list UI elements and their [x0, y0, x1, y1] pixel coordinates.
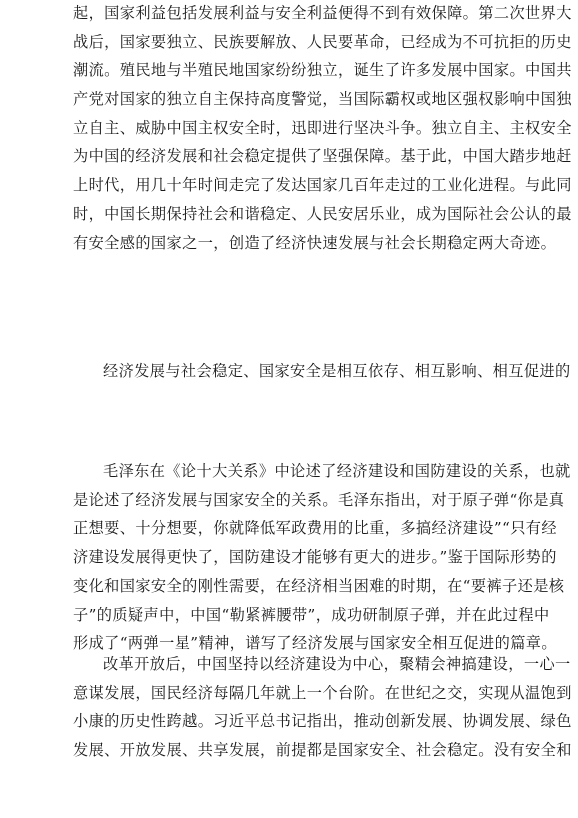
paragraph-3-line-1: 改革开放后，中国坚持以经济建设为中心，聚精会神搞建设，一心一 [103, 655, 571, 673]
paragraph-2-line-4: 济建设发展得更快了，国防建设才能够有更大的进步。”鉴于国际形势的 [73, 548, 557, 567]
paragraph-1-line-7: 上时代，用几十年时间走完了发达国家几百年走过的工业化进程。与此同 [73, 176, 572, 195]
paragraph-1-line-9: 有安全感的国家之一，创造了经济快速发展与社会长期稳定两大奇迹。 [73, 233, 557, 252]
paragraph-2-line-1: 毛泽东在《论十大关系》中论述了经济建设和国防建设的关系，也就 [103, 462, 571, 480]
section-heading-text: 经济发展与社会稳定、国家安全是相互依存、相互影响、相互促进的 [103, 362, 571, 380]
section-heading [73, 357, 571, 386]
paragraph-2-line-7: 形成了“两弹一星”精神，谱写了经济发展与国家安全相互促进的篇章。 [73, 634, 557, 653]
paragraph-2 [73, 457, 571, 658]
paragraph-1-line-3: 潮流。殖民地与半殖民地国家纷纷独立，诞生了许多发展中国家。中国共 [73, 61, 572, 80]
paragraph-3-line-3: 小康的历史性跨越。习近平总书记指出，推动创新发展、协调发展、绿色 [73, 712, 572, 731]
paragraph-1-line-6: 为中国的经济发展和社会稳定提供了坚强保障。基于此，中国大踏步地赶 [73, 147, 572, 166]
paragraph-1-line-8: 时，中国长期保持社会和谐稳定、人民安居乐业，成为国际社会公认的最 [73, 204, 572, 223]
paragraph-3-line-4: 发展、开放发展、共享发展，前提都是国家安全、社会稳定。没有安全和 [73, 741, 572, 760]
paragraph-1-line-2: 战后，国家要独立、民族要解放、人民要革命，已经成为不可抗拒的历史 [73, 32, 572, 51]
paragraph-2-line-6: 子”的质疑声中，中国“勒紧裤腰带”，成功研制原子弹，并在此过程中 [73, 605, 550, 624]
paragraph-1-line-1: 起，国家利益包括发展利益与安全利益便得不到有效保障。第二次世界大 [73, 4, 572, 22]
paragraph-2-line-3: 正想要、十分想要，你就降低军政费用的比重，多搞经济建设”“只有经 [73, 519, 557, 538]
paragraph-3 [73, 650, 572, 765]
paragraph-2-line-5: 变化和国家安全的刚性需要，在经济相当困难的时期，在“要裤子还是核 [73, 576, 565, 595]
paragraph-1-line-4: 产党对国家的独立自主保持高度警觉，当国际霸权或地区强权影响中国独 [73, 90, 572, 109]
paragraph-1 [73, 0, 572, 257]
paragraph-3-line-2: 意谋发展，国民经济每隔几年就上一个台阶。在世纪之交，实现从温饱到 [73, 683, 572, 702]
paragraph-2-line-2: 是论述了经济发展与国家安全的关系。毛泽东指出，对于原子弹“你是真 [73, 490, 565, 509]
paragraph-1-line-5: 立自主、威胁中国主权安全时，迅即进行坚决斗争。独立自主、主权安全 [73, 118, 572, 137]
